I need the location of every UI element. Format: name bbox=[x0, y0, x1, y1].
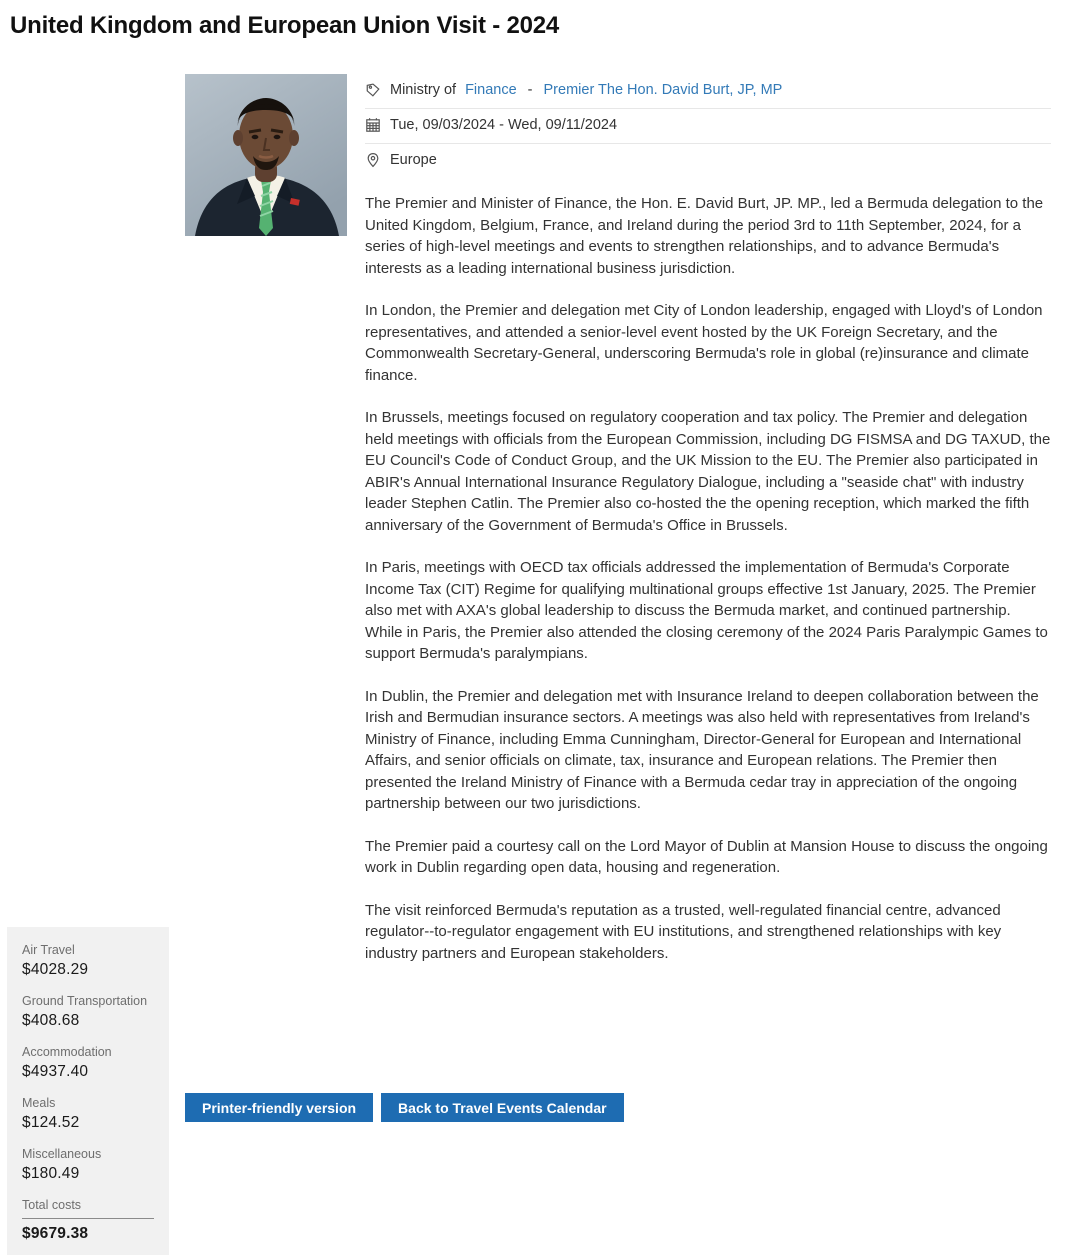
page-title: United Kingdom and European Union Visit - 2024 bbox=[10, 12, 560, 39]
ministry-link[interactable]: Finance bbox=[465, 82, 517, 98]
premier-link[interactable]: Premier The Hon. David Burt, JP, MP bbox=[543, 82, 783, 98]
cost-total bbox=[22, 1198, 154, 1243]
cost-label: Air Travel bbox=[22, 943, 75, 957]
paragraph-paris: In Paris, meetings with OECD tax officials addressed the implementation of Bermuda's Corporate Income Tax (CIT) Regime for qualifying multinational groups effective 1st January, 2025. The Premier also met with AXA's global leadership to discuss the Bermuda market, and continued partnership. While in Paris, the Premier also attended the closing ceremony of the 2024 Paris Paralympic Games to support Bermuda's paralympians. bbox=[365, 559, 1048, 662]
cost-total-value: $9679.38 bbox=[22, 1225, 89, 1242]
cost-item-miscellaneous bbox=[22, 1147, 154, 1183]
ministry-row bbox=[365, 74, 1051, 109]
cost-value: $124.52 bbox=[22, 1114, 80, 1131]
cost-label: Accommodation bbox=[22, 1045, 112, 1059]
cost-value: $180.49 bbox=[22, 1165, 80, 1182]
cost-label: Ground Transportation bbox=[22, 994, 148, 1008]
cost-label: Miscellaneous bbox=[22, 1147, 102, 1161]
event-details bbox=[365, 74, 1061, 985]
cost-value: $4937.40 bbox=[22, 1063, 89, 1080]
main-content-row bbox=[185, 74, 1061, 985]
location-row bbox=[365, 144, 1051, 178]
event-description bbox=[365, 193, 1051, 964]
location: Europe bbox=[390, 152, 437, 168]
paragraph-summary: The visit reinforced Bermuda's reputation as a trusted, well-regulated financial centre, advanced regulator--to-regulator engagement with EU institutions, and strengthened relationships with key industry partners and European stakeholders. bbox=[365, 901, 1002, 962]
cost-label: Meals bbox=[22, 1096, 56, 1110]
paragraph-brussels: In Brussels, meetings focused on regulatory cooperation and tax policy. The Premier and delegation held meetings with officials from the European Commission, including DG FISMSA and DG TAXUD, the EU Council's Code of Conduct Group, and the UK Mission to the EU. The Premier also participated in ABIR's Annual International Insurance Regulatory Dialogue, including a "seaside chat" with industry leader Stephen Catlin. The Premier also co-hosted the the opening reception, which marked the fifth anniversary of the Government of Bermuda's Office in Brussels. bbox=[365, 409, 1051, 534]
cost-item-ground-transportation bbox=[22, 994, 154, 1030]
cost-value: $4028.29 bbox=[22, 961, 89, 978]
premier-portrait-photo bbox=[185, 74, 347, 236]
ministry-prefix: Ministry of bbox=[390, 82, 457, 98]
action-buttons-row bbox=[185, 1093, 624, 1122]
date-range: Tue, 09/03/2024 - Wed, 09/11/2024 bbox=[390, 117, 618, 133]
printer-friendly-button[interactable]: Printer-friendly version bbox=[185, 1093, 373, 1122]
paragraph-dublin: In Dublin, the Premier and delegation met with Insurance Ireland to deepen collaboration between the Irish and Bermudian insurance sectors. A meetings was also held with representatives from Ireland's Ministry of Finance, including Emma Cunningham, Director-General for European and International Affairs, and senior officials on climate, tax, insurance and European relations. The Premier then presented the Ireland Ministry of Finance with a Bermuda cedar tray in appreciation of the ongoing partnership between our two jurisdictions. bbox=[365, 687, 1039, 812]
trip-costs-panel bbox=[7, 927, 169, 1255]
back-to-calendar-button[interactable]: Back to Travel Events Calendar bbox=[381, 1093, 624, 1122]
cost-item-meals bbox=[22, 1096, 154, 1132]
cost-item-air-travel bbox=[22, 943, 154, 979]
paragraph-intro: The Premier and Minister of Finance, the Hon. E. David Burt, JP. MP., led a Bermuda delegation to the United Kingdom, Belgium, France, and Ireland during the period 3rd to 11th September, 2024, for a series of high-level meetings and events to strengthen relationships, and to advance Bermuda's interests as a leading international business jurisdiction. bbox=[365, 195, 1044, 277]
paragraph-london: In London, the Premier and delegation met City of London leadership, engaged with Lloyd's of London representatives, and attended a senior-level event hosted by the UK Foreign Secretary, and the Commonwealth Secretary-General, underscoring Bermuda's role in global (re)insurance and climate finance. bbox=[365, 302, 1043, 384]
paragraph-lord-mayor: The Premier paid a courtesy call on the Lord Mayor of Dublin at Mansion House to discuss the ongoing work in Dublin regarding open data, housing and regeneration. bbox=[365, 837, 1048, 876]
calendar-icon bbox=[365, 117, 381, 133]
cost-value: $408.68 bbox=[22, 1012, 80, 1029]
date-row bbox=[365, 109, 1051, 144]
tag-icon bbox=[365, 82, 381, 98]
location-pin-icon bbox=[365, 152, 381, 168]
cost-total-label: Total costs bbox=[22, 1198, 154, 1219]
cost-item-accommodation bbox=[22, 1045, 154, 1081]
meta-separator: - bbox=[527, 82, 533, 98]
